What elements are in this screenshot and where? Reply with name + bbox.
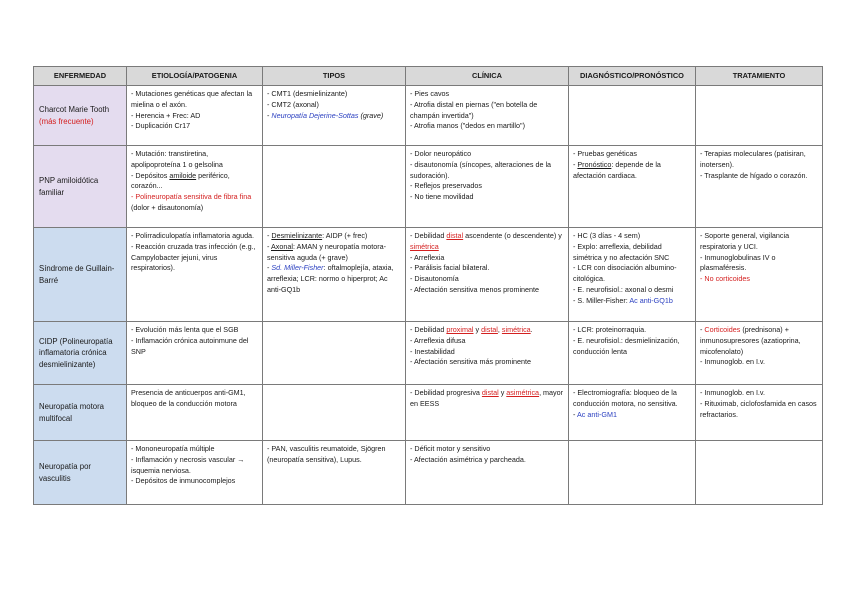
text-run: (prednisona) + inmunosupresores (azatioprina, micofenolato) xyxy=(700,325,801,356)
text-run: - No tiene movilidad xyxy=(410,192,474,202)
header-clinica: CLÍNICA xyxy=(406,67,569,86)
header-etiologia: ETIOLOGÍA/PATOGENIA xyxy=(127,67,263,86)
cell-line xyxy=(131,476,258,487)
cell-tratamiento xyxy=(696,146,823,228)
cell-line xyxy=(267,231,401,242)
text-run: - Inmunoglobulinas IV o plasmaféresis. xyxy=(700,252,776,273)
text-run: asimétrica xyxy=(506,388,540,397)
text-run: Neuropatía por vasculitis xyxy=(39,462,92,483)
text-run: PNP amiloidótica familiar xyxy=(39,176,99,197)
text-run: - Inflamación crónica autoinmune del SNP xyxy=(131,335,249,356)
disease-name-cell xyxy=(34,86,127,146)
cell-line xyxy=(267,263,401,295)
text-run: - Atrofia manos ("dedos en martillo") xyxy=(410,121,525,131)
cell-line xyxy=(410,192,564,203)
cell-line xyxy=(131,111,258,122)
cell-line xyxy=(700,149,818,171)
cell-etiologia xyxy=(127,146,263,228)
table-row xyxy=(34,86,823,146)
cell-line xyxy=(131,388,258,410)
text-run: - Pruebas genéticas xyxy=(573,149,637,158)
disease-name-cell xyxy=(34,385,127,441)
cell-diagnostico xyxy=(569,441,696,505)
text-run: - E. neurofisiol.: desmielinización, conducción lenta xyxy=(573,335,680,356)
text-run: - xyxy=(267,263,272,273)
text-run: - disautonomía (síncopes, alteraciones de la sudoración). xyxy=(410,159,552,180)
text-run: - E. neurofisiol.: axonal o desmi xyxy=(573,284,674,294)
text-run: simétrica xyxy=(501,325,531,334)
text-run: - Rituximab, ciclofosfamida en casos refractarios. xyxy=(700,398,817,419)
text-run: - Polineuropatía sensitiva de fibra fina xyxy=(131,192,252,202)
text-run: CIDP (Polineuropatía inflamatoria crónica desmielinizante) xyxy=(39,337,113,369)
text-run: Síndrome de Guillain-Barré xyxy=(39,264,115,285)
cell-clinica xyxy=(406,146,569,228)
cell-clinica xyxy=(406,385,569,441)
text-run: Axonal xyxy=(271,241,293,251)
disease-table-sheet xyxy=(33,66,822,505)
cell-etiologia xyxy=(127,228,263,322)
text-run: distal xyxy=(481,325,498,334)
text-run: - Afectación sensitiva más prominente xyxy=(410,357,532,367)
text-run: amiloide xyxy=(169,170,197,180)
cell-line xyxy=(131,89,258,111)
cell-clinica xyxy=(406,322,569,385)
cell-line xyxy=(700,274,818,285)
cell-line xyxy=(267,100,401,111)
cell-line xyxy=(700,231,818,253)
cell-diagnostico xyxy=(569,86,696,146)
cell-line xyxy=(410,121,564,132)
cell-etiologia xyxy=(127,441,263,505)
cell-line xyxy=(573,410,691,421)
text-run: - xyxy=(267,231,272,240)
cell-tratamiento xyxy=(696,385,823,441)
disease-name-cell xyxy=(34,228,127,322)
text-run: Neuropatía motora multifocal xyxy=(39,402,105,423)
text-run: - Reacción cruzada tras infección (e.g., Campylobacter jejuni, virus respiratorios). xyxy=(131,241,256,273)
text-run: Corticoides xyxy=(704,325,741,334)
text-run: Sd. Miller-Fisher xyxy=(271,263,324,273)
table-body xyxy=(34,86,823,505)
text-run: simétrica xyxy=(410,241,439,251)
text-run: (más frecuente) xyxy=(39,116,94,126)
cell-line xyxy=(573,325,691,336)
cell-line xyxy=(39,175,121,198)
cell-line xyxy=(131,455,258,477)
text-run: - LCR con disociación albumino-citológica. xyxy=(573,263,677,284)
text-run: proximal xyxy=(446,325,474,334)
text-run: - Duplicación Cr17 xyxy=(131,121,191,131)
text-run: periférico, corazón... xyxy=(131,170,230,191)
cell-line xyxy=(410,285,564,296)
text-run: - Depósitos de inmunocomplejos xyxy=(131,476,236,486)
table-row xyxy=(34,385,823,441)
text-run: - xyxy=(573,409,577,419)
cell-line xyxy=(410,336,564,347)
cell-line xyxy=(573,285,691,296)
text-run: (dolor + disautonomía) xyxy=(131,202,204,212)
cell-line xyxy=(410,274,564,285)
text-run: Neuropatía Dejerine-Sottas xyxy=(271,110,359,120)
text-run: - Inestabilidad xyxy=(410,346,455,356)
cell-line xyxy=(267,89,401,100)
cell-line xyxy=(39,401,121,424)
cell-line xyxy=(39,263,121,286)
text-run: - Trasplante de hígado o corazón. xyxy=(700,170,808,180)
cell-clinica xyxy=(406,441,569,505)
cell-diagnostico xyxy=(569,385,696,441)
cell-etiologia xyxy=(127,322,263,385)
cell-tipos xyxy=(263,441,406,505)
cell-line xyxy=(131,121,258,132)
text-run: distal xyxy=(446,231,464,240)
cell-line xyxy=(573,336,691,358)
cell-line xyxy=(131,444,258,455)
disease-name-cell xyxy=(34,441,127,505)
text-run: - Reflejos preservados xyxy=(410,181,482,191)
text-run: - Inmunoglob. en I.v. xyxy=(700,388,765,397)
text-run: y xyxy=(498,388,507,397)
text-run: Ac anti-GQ1b xyxy=(629,295,673,305)
text-run: - S. Miller-Fisher: xyxy=(573,295,630,305)
cell-diagnostico xyxy=(569,146,696,228)
cell-line xyxy=(410,325,564,336)
cell-line xyxy=(573,263,691,285)
text-run: - Herencia + Frec: AD xyxy=(131,110,201,120)
text-run: - xyxy=(700,325,705,334)
text-run: - CMT2 (axonal) xyxy=(267,99,319,109)
header-enfermedad: ENFERMEDAD xyxy=(34,67,127,86)
text-run: - Evolución más lenta que el SGB xyxy=(131,325,239,334)
cell-line xyxy=(267,444,401,466)
text-run: - Déficit motor y sensitivo xyxy=(410,444,491,453)
cell-line xyxy=(39,116,121,127)
text-run: : AIDP (+ frec) xyxy=(322,231,368,240)
text-run: - Afectación asimétrica y parcheada. xyxy=(410,454,526,464)
text-run: - No corticoides xyxy=(700,274,750,284)
text-run: - Debilidad xyxy=(410,325,447,334)
header-row xyxy=(34,67,823,86)
cell-tipos xyxy=(263,228,406,322)
disease-name-cell xyxy=(34,322,127,385)
text-run: Desmielinizante xyxy=(271,231,323,240)
cell-line xyxy=(410,347,564,358)
cell-line xyxy=(410,100,564,122)
text-run: : AMAN y neuropatía motora-sensitiva aguda (+ grave) xyxy=(267,241,387,262)
cell-line xyxy=(131,149,258,171)
cell-tipos xyxy=(263,385,406,441)
cell-tratamiento xyxy=(696,86,823,146)
text-run: - Parálisis facial bilateral. xyxy=(410,263,490,273)
text-run: y xyxy=(473,325,482,334)
text-run: - Terapias moleculares (patisiran, inotersen). xyxy=(700,149,806,169)
cell-line xyxy=(410,357,564,368)
cell-line xyxy=(410,149,564,160)
text-run: - Afectación sensitiva menos prominente xyxy=(410,284,540,294)
cell-line xyxy=(410,231,564,253)
cell-line xyxy=(573,296,691,307)
text-run: - xyxy=(573,159,578,169)
header-tratamiento: TRATAMIENTO xyxy=(696,67,823,86)
text-run: - Debilidad xyxy=(410,231,447,240)
text-run: - Inflamación y necrosis vascular → isquemia nerviosa. xyxy=(131,454,245,475)
cell-diagnostico xyxy=(569,322,696,385)
cell-line xyxy=(573,149,691,160)
cell-line xyxy=(131,171,258,193)
cell-tipos xyxy=(263,322,406,385)
text-run: - Explo: arreflexia, debilidad simétrica y no afectación SNC xyxy=(573,241,670,262)
cell-tipos xyxy=(263,86,406,146)
text-run: - Atrofia distal en piernas ("en botella de champán invertida") xyxy=(410,99,538,120)
text-run: : depende de la afectación cardiaca. xyxy=(573,159,661,180)
text-run: - Disautonomía xyxy=(410,274,459,284)
text-run: - PAN, vasculitis reumatoide, Sjögren (neuropatía sensitiva), Lupus. xyxy=(267,444,386,464)
text-run: - Depósitos xyxy=(131,170,170,180)
cell-line xyxy=(700,388,818,399)
cell-line xyxy=(410,89,564,100)
cell-line xyxy=(131,231,258,242)
cell-clinica xyxy=(406,86,569,146)
cell-line xyxy=(410,253,564,264)
header-diagnostico: DIAGNÓSTICO/PRONÓSTICO xyxy=(569,67,696,86)
text-run: - xyxy=(267,241,271,251)
text-run: - xyxy=(267,110,272,120)
text-run: - HC (3 días - 4 sem) xyxy=(573,231,641,240)
cell-line xyxy=(131,336,258,358)
text-run: , mayor en EESS xyxy=(410,388,564,408)
table-row xyxy=(34,441,823,505)
cell-line xyxy=(410,160,564,182)
cell-line xyxy=(410,455,564,466)
cell-line xyxy=(573,388,691,410)
text-run: - Arreflexia xyxy=(410,252,445,262)
cell-line xyxy=(700,325,818,357)
disease-name-cell xyxy=(34,146,127,228)
cell-line xyxy=(573,242,691,264)
cell-line xyxy=(131,192,258,214)
cell-line xyxy=(573,231,691,242)
cell-line xyxy=(410,388,564,410)
cell-line xyxy=(700,171,818,182)
text-run: ascendente (o descendente) y xyxy=(463,231,562,240)
cell-line xyxy=(410,444,564,455)
text-run: Presencia de anticuerpos anti-GM1, bloqueo de la conducción motora xyxy=(131,388,246,408)
cell-line xyxy=(267,111,401,122)
text-run: - Dolor neuropático xyxy=(410,149,472,158)
text-run: . xyxy=(530,325,533,334)
text-run: - Electromiografía: bloqueo de la conducción motora, no sensitiva. xyxy=(573,388,678,408)
text-run: , xyxy=(497,325,502,334)
cell-tipos xyxy=(263,146,406,228)
cell-etiologia xyxy=(127,385,263,441)
text-run: - LCR: proteinorraquia. xyxy=(573,325,647,334)
text-run: Ac anti-GM1 xyxy=(577,409,617,419)
text-run: - Polirradiculopatía inflamatoria aguda. xyxy=(131,231,255,240)
table-row xyxy=(34,146,823,228)
cell-line xyxy=(700,399,818,421)
header-tipos: TIPOS xyxy=(263,67,406,86)
text-run: - Arreflexia difusa xyxy=(410,335,466,345)
cell-etiologia xyxy=(127,86,263,146)
text-run: - Pies cavos xyxy=(410,89,450,98)
text-run: - CMT1 (desmielinizante) xyxy=(267,89,348,98)
table-row xyxy=(34,228,823,322)
text-run: - Soporte general, vigilancia respiratoria y UCI. xyxy=(700,231,790,251)
cell-clinica xyxy=(406,228,569,322)
text-run: - Debilidad progresiva xyxy=(410,388,482,397)
cell-tratamiento xyxy=(696,228,823,322)
text-run: : oftalmoplejía, ataxia, arreflexia; LCR: normo o hiperprot; Ac anti-GQ1b xyxy=(267,263,394,294)
neuropathy-table xyxy=(33,66,823,505)
text-run: Charcot Marie Tooth xyxy=(39,105,110,115)
cell-line xyxy=(410,181,564,192)
cell-line xyxy=(410,263,564,274)
cell-line xyxy=(573,160,691,182)
text-run: - Mutaciones genéticas que afectan la mielina o el axón. xyxy=(131,89,253,109)
table-row xyxy=(34,322,823,385)
cell-line xyxy=(39,336,121,370)
cell-tratamiento xyxy=(696,322,823,385)
cell-line xyxy=(39,104,121,115)
cell-line xyxy=(131,242,258,274)
cell-line xyxy=(267,242,401,264)
text-run: (grave) xyxy=(358,110,384,120)
text-run: - Mononeuropatía múltiple xyxy=(131,444,215,453)
cell-diagnostico xyxy=(569,228,696,322)
text-run: - Mutación: transtiretina, apolipoproteína 1 o gelsolina xyxy=(131,149,223,169)
cell-tratamiento xyxy=(696,441,823,505)
text-run: distal xyxy=(481,388,499,397)
text-run: Pronóstico xyxy=(577,159,612,169)
cell-line xyxy=(700,253,818,275)
cell-line xyxy=(39,461,121,484)
cell-line xyxy=(700,357,818,368)
cell-line xyxy=(131,325,258,336)
text-run: - Inmunoglob. en I.v. xyxy=(700,357,765,367)
